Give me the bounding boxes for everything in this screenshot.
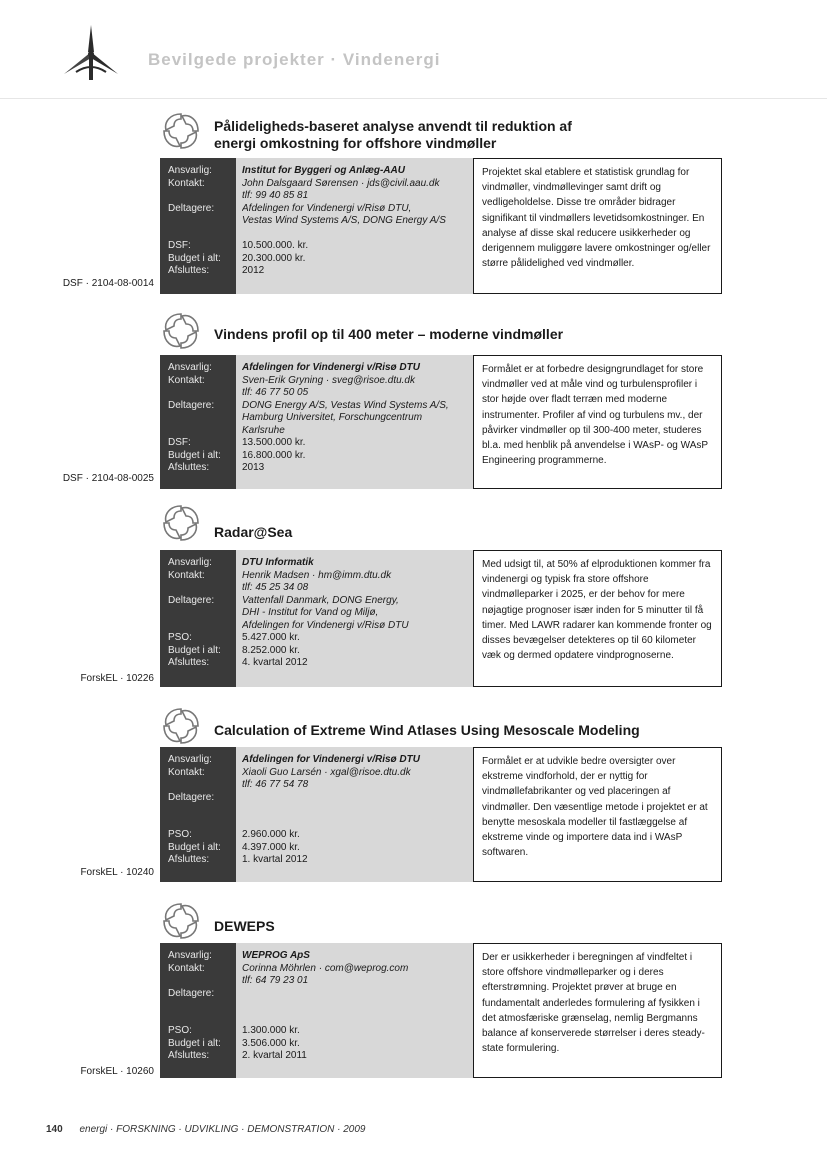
total-budget: 20.300.000 kr.	[242, 252, 306, 264]
page-footer	[46, 1124, 365, 1135]
field-label: Afsluttes:	[168, 657, 210, 668]
field-label	[168, 412, 236, 425]
detail-column	[236, 158, 473, 294]
phone: tlf: 64 79 23 01	[242, 975, 309, 986]
completion: 2. kvartal 2011	[242, 1050, 307, 1061]
label-column	[160, 158, 236, 294]
field-label	[168, 425, 236, 438]
field-label	[168, 1013, 236, 1026]
project-description: Med udsigt til, at 50% af elproduktionen kommer fra vindenergi og typisk fra store offshore vindmølleparker i 2025, er der behov for mere nøjagtige prognoser især inden for 5 minutter til få timer. Med LAWR radarer kan kommende fronter og disses bevægelser detekteres op til 60 kilometer væk og dermed opdatere vindprognoserne.	[473, 550, 722, 687]
field-label	[168, 228, 236, 241]
field-label	[168, 607, 236, 620]
total-budget: 8.252.000 kr.	[242, 644, 300, 656]
completion: 2013	[242, 462, 265, 473]
page-header	[0, 0, 827, 100]
field-label	[168, 975, 236, 988]
grant-amount: 2.960.000 kr.	[242, 829, 300, 840]
field-label: Deltagere:	[168, 399, 215, 411]
project-title: Calculation of Extreme Wind Atlases Using Mesoscale Modeling	[214, 722, 640, 738]
label-column	[160, 943, 236, 1078]
field-label	[168, 620, 236, 633]
field-label: Deltagere:	[168, 987, 215, 999]
detail-column	[236, 550, 473, 687]
phone: tlf: 99 40 85 81	[242, 190, 309, 201]
contact: Xiaoli Guo Larsén · xgal@risoe.dtu.dk	[242, 766, 411, 778]
field-label	[168, 387, 236, 400]
field-label	[168, 779, 236, 792]
project-reference: DSF · 2104-08-0025	[62, 473, 154, 484]
grant-amount: 10.500.000. kr.	[242, 240, 309, 251]
completion: 2012	[242, 265, 265, 276]
completion: 1. kvartal 2012	[242, 854, 308, 865]
field-label: DSF:	[168, 437, 191, 448]
detail-column	[236, 943, 473, 1078]
field-label	[168, 215, 236, 228]
field-label	[168, 817, 236, 830]
phone: tlf: 46 77 50 05	[242, 387, 309, 398]
participants: Karlsruhe	[242, 424, 285, 436]
field-label: Ansvarlig:	[168, 557, 212, 568]
field-label: Ansvarlig:	[168, 362, 212, 373]
institution: Afdelingen for Vindenergi v/Risø DTU	[242, 754, 420, 765]
field-label: PSO:	[168, 1025, 192, 1036]
field-label: Kontakt:	[168, 962, 205, 974]
contact: Corinna Möhrlen · com@weprog.com	[242, 962, 409, 974]
label-column	[160, 747, 236, 882]
field-label: DSF:	[168, 240, 191, 251]
project-title: Vindens profil op til 400 meter – moderne vindmøller	[214, 326, 564, 342]
field-label: Afsluttes:	[168, 854, 210, 865]
project-description: Projektet skal etablere et statistisk grundlag for vindmøller, vindmøllevinger samt drift og vedligeholdelse. Disse tre områder bidrager signifikant til vindmøllers levetidsomkostninger. En analyse af disse skal reducere usikkerheder og derigennem muliggøre lavere omkostninger og/eller større pålidelighed ved vindmøller.	[473, 158, 722, 294]
institution: Institut for Byggeri og Anlæg-AAU	[242, 165, 405, 176]
field-label: PSO:	[168, 829, 192, 840]
field-label: Ansvarlig:	[168, 754, 212, 765]
field-label: Deltagere:	[168, 791, 215, 803]
participants: DONG Energy A/S, Vestas Wind Systems A/S,	[242, 399, 449, 411]
field-label: Afsluttes:	[168, 265, 210, 276]
institution: DTU Informatik	[242, 557, 314, 568]
swirl-icon	[160, 705, 202, 747]
contact: John Dalsgaard Sørensen · jds@civil.aau.dk	[242, 177, 440, 189]
label-column	[160, 355, 236, 489]
label-column	[160, 550, 236, 687]
field-label: Kontakt:	[168, 569, 205, 581]
swirl-icon	[160, 502, 202, 544]
project-description: Formålet er at forbedre designgrundlaget for store vindmøller ved at måle vind og turbulensprofiler i stor højde over fladt terræn med moderne instrumenter. Profiler af vind og turbulens mv., der påvirker vindmøller op til 300-400 meter, studeres bl.a. med henblik på anvendelse i WAsP- og WAsP Engineering programmerne.	[473, 355, 722, 489]
project-reference: ForskEL · 10260	[80, 1066, 154, 1077]
field-label: Afsluttes:	[168, 1050, 210, 1061]
swirl-icon	[160, 900, 202, 942]
phone: tlf: 46 77 54 78	[242, 779, 309, 790]
field-label: Afsluttes:	[168, 462, 210, 473]
grant-amount: 1.300.000 kr.	[242, 1025, 300, 1036]
field-label: Budget i alt:	[168, 449, 221, 461]
field-label: Kontakt:	[168, 177, 205, 189]
project-title: Pålideligheds-baseret analyse anvendt til reduktion af energi omkostning for offshore vindmøller	[214, 118, 572, 151]
field-label	[168, 1000, 236, 1013]
field-label: Budget i alt:	[168, 644, 221, 656]
participants	[242, 817, 473, 830]
project-description: Formålet er at udvikle bedre oversigter over ekstreme vindforhold, der er nyttig for vindmøllefabrikanter og ved placeringen af vindmøller. Den væsentlige metode i projektet er at benytte mesoskala modeller til fastlæggelse af ekstreme vinde og importere data ind i WAsP softwaren.	[473, 747, 722, 882]
project-reference: ForskEL · 10226	[80, 673, 154, 684]
participants	[242, 804, 473, 817]
field-label	[168, 582, 236, 595]
grant-amount: 5.427.000 kr.	[242, 632, 300, 643]
field-label: Kontakt:	[168, 374, 205, 386]
field-label: Budget i alt:	[168, 841, 221, 853]
project-title: DEWEPS	[214, 918, 275, 934]
phone: tlf: 45 25 34 08	[242, 582, 309, 593]
section-title: Bevilgede projekter · Vindenergi	[148, 50, 441, 69]
swirl-icon	[160, 110, 202, 152]
field-label: Kontakt:	[168, 766, 205, 778]
project-reference: DSF · 2104-08-0014	[62, 278, 154, 289]
grant-amount: 13.500.000 kr.	[242, 437, 306, 448]
participants	[242, 792, 473, 805]
participants	[242, 228, 473, 241]
field-label: Budget i alt:	[168, 252, 221, 264]
page-number: 140	[46, 1124, 63, 1135]
field-label: Budget i alt:	[168, 1037, 221, 1049]
participants	[242, 1013, 473, 1026]
participants	[242, 988, 473, 1001]
header-divider	[0, 98, 827, 99]
project-description: Der er usikkerheder i beregningen af vindfeltet i store offshore vindmølleparker og i deres efterstrømning. Projektet prøver at bruge en fundamentalt anderledes formulering af fysikken i det atmosfæriske grænselag, nemlig Bergmanns balance af konserverede størrelser i deres steady-state formulering.	[473, 943, 722, 1078]
field-label: Deltagere:	[168, 594, 215, 606]
wind-turbine-logo-icon	[58, 22, 124, 82]
completion: 4. kvartal 2012	[242, 657, 308, 668]
participants	[242, 1000, 473, 1013]
project-title: Radar@Sea	[214, 524, 293, 540]
participants: Vattenfall Danmark, DONG Energy,	[242, 594, 399, 606]
participants: DHI - Institut for Vand og Miljø,	[242, 607, 379, 618]
detail-column	[236, 355, 473, 489]
participants: Afdelingen for Vindenergi v/Risø DTU,	[242, 202, 412, 214]
publication-title: energi · FORSKNING · UDVIKLING · DEMONSTRATION · 2009	[79, 1124, 366, 1135]
participants: Hamburg Universitet, Forschungcentrum	[242, 412, 423, 423]
field-label	[168, 190, 236, 203]
swirl-icon	[160, 310, 202, 352]
total-budget: 3.506.000 kr.	[242, 1037, 300, 1049]
institution: Afdelingen for Vindenergi v/Risø DTU	[242, 362, 420, 373]
field-label: Ansvarlig:	[168, 950, 212, 961]
project-reference: ForskEL · 10240	[80, 867, 154, 878]
field-label: Ansvarlig:	[168, 165, 212, 176]
detail-column	[236, 747, 473, 882]
participants: Vestas Wind Systems A/S, DONG Energy A/S	[242, 215, 446, 226]
participants: Afdelingen for Vindenergi v/Risø DTU	[242, 619, 409, 631]
institution: WEPROG ApS	[242, 950, 310, 961]
contact: Sven-Erik Gryning · sveg@risoe.dtu.dk	[242, 374, 415, 386]
total-budget: 4.397.000 kr.	[242, 841, 300, 853]
field-label: Deltagere:	[168, 202, 215, 214]
field-label	[168, 804, 236, 817]
contact: Henrik Madsen · hm@imm.dtu.dk	[242, 569, 392, 581]
total-budget: 16.800.000 kr.	[242, 449, 306, 461]
field-label: PSO:	[168, 632, 192, 643]
